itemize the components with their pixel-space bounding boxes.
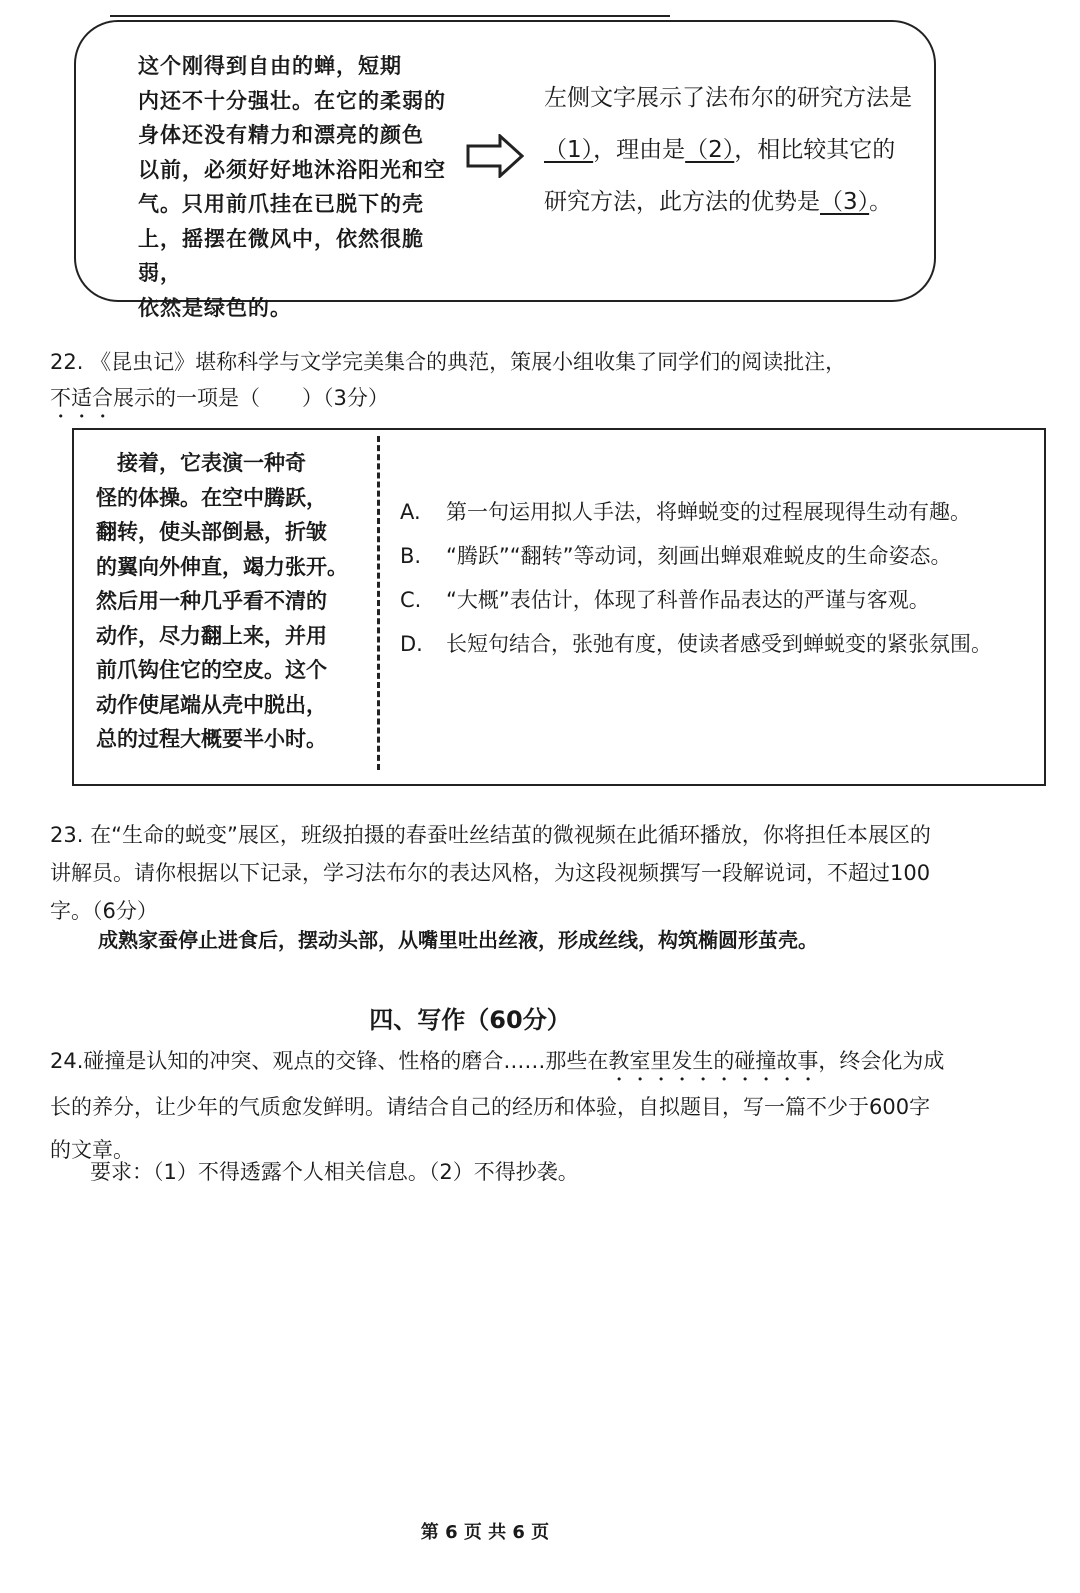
page-footer: 第 6 页 共 6 页: [420, 1522, 550, 1543]
option-letter: A.: [400, 500, 421, 524]
blank-1: （1）: [544, 137, 594, 163]
emphasized-text: 不适合: [50, 386, 113, 410]
annotation-table: [72, 428, 1046, 786]
passage-line: 这个刚得到自由的蝉，短期: [138, 53, 402, 78]
blank-3: （3）: [820, 189, 870, 215]
section-title-writing: 四、写作（60分）: [369, 1006, 571, 1034]
passage-line: 动作，尽力翻上来，并用: [96, 622, 327, 648]
option-letter: C.: [400, 588, 422, 612]
passage-line: 气。只用前爪挂在已脱下的壳: [138, 191, 424, 216]
passage-line: 内还不十分强壮。在它的柔弱的: [138, 87, 446, 113]
question-text: 24.碰撞是认知的冲突、观点的交锋、性格的磨合……那些在: [50, 1049, 609, 1073]
question-23: 23. 在“生命的蜕变”展区，班级拍摄的春蚕吐丝结茧的微视频在此循环播放，你将担任本展区的讲解员。请你根据以下记录，学习法布尔的表达风格，为这段视频撰写一段解说词，不超过100字。（6分）: [50, 823, 931, 923]
top-rule: [110, 15, 670, 17]
passage-line: 的翼向外伸直，竭力张开。: [96, 553, 348, 579]
question-24: [50, 1040, 950, 1172]
answer-options: [400, 490, 1040, 666]
blank-2: （2）: [685, 137, 735, 163]
question-number: 22.: [50, 350, 84, 374]
cicada-passage: [138, 49, 458, 325]
passage-line: 以前，必须好好地沐浴阳光和空: [138, 156, 446, 182]
reading-box-cicada: [74, 20, 936, 320]
molting-passage: [96, 446, 380, 757]
arrow-right-icon: [466, 134, 524, 178]
passage-line: 然后用一种几乎看不清的: [96, 588, 327, 613]
question-text: 左侧文字展示了法布尔的研究方法是: [544, 85, 912, 111]
research-method-question: [544, 72, 914, 228]
option-letter: B.: [400, 544, 422, 568]
writing-requirements: 要求：（1）不得透露个人相关信息。（2）不得抄袭。: [90, 1160, 579, 1184]
option-text: 第一句运用拟人手法，将蝉蜕变的过程展现得生动有趣。: [446, 500, 971, 524]
passage-line: 依然是绿色的。: [138, 294, 292, 320]
question-22: [50, 344, 1010, 423]
option-text: “腾跃”“翻转”等动词，刻画出蝉艰难蜕皮的生命姿态。: [446, 544, 952, 568]
question-text: 《昆虫记》堪称科学与文学完美集合的典范，策展小组收集了同学们的阅读批注，: [90, 350, 847, 374]
emphasized-text: 教室里发生的碰撞故事: [608, 1049, 819, 1073]
passage-line: 怪的体操。在空中腾跃，: [96, 484, 327, 510]
question-text: ，相比较其它的研究方法，此方法的优势是: [544, 137, 896, 215]
option-a[interactable]: [400, 490, 1040, 534]
question-text: ，终会化为成长的养分，让少年的气质愈发鲜明。请结合自己的经历和体验，自拟题目，写一篇不少于600字的文章。: [50, 1049, 945, 1162]
passage-line: 接着，它表演一种奇: [96, 450, 306, 475]
passage-line: 总的过程大概要半小时。: [96, 726, 327, 751]
option-letter: D.: [400, 632, 423, 656]
passage-line: 身体还没有精力和漂亮的颜色: [138, 122, 424, 147]
question-text: 。: [869, 189, 893, 215]
question-text: 展示的一项是（ ）（3分）: [113, 386, 389, 410]
option-text: “大概”表估计，体现了科普作品表达的严谨与客观。: [446, 588, 930, 612]
passage-line: 前爪钩住它的空皮。这个: [96, 657, 327, 682]
passage-line: 上，摇摆在微风中，依然很脆弱，: [138, 225, 424, 285]
option-c[interactable]: [400, 578, 1040, 622]
passage-line: 动作使尾端从壳中脱出，: [96, 691, 327, 717]
passage-line: 翻转，使头部倒悬，折皱: [96, 519, 327, 544]
option-b[interactable]: [400, 534, 1040, 578]
question-text: ，理由是: [593, 137, 686, 163]
silkworm-record: 成熟家蚕停止进食后，摆动头部，从嘴里吐出丝液，形成丝线，构筑椭圆形茧壳。: [98, 928, 818, 952]
option-d[interactable]: [400, 622, 1040, 666]
option-text: 长短句结合，张弛有度，使读者感受到蝉蜕变的紧张氛围。: [446, 632, 992, 656]
dashed-divider: [377, 436, 380, 770]
